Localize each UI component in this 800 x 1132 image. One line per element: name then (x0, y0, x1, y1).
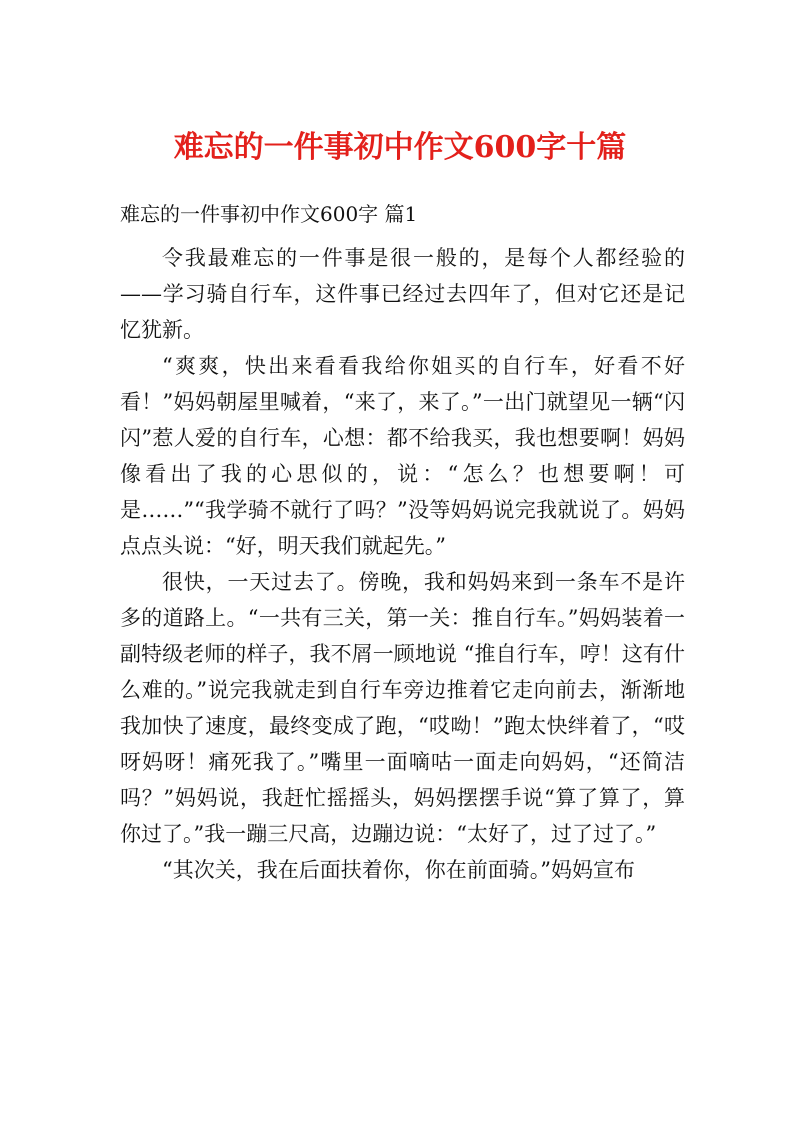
article-body (120, 240, 685, 888)
section-heading: 难忘的一件事初中作文600字 篇1 (120, 202, 418, 226)
paragraph-3: 很快，一天过去了。傍晚，我和妈妈来到一条车不是许多的道路上。“一共有三关，第一关：推自行车。”妈妈装着一副特级老师的样子，我不屑一顾地说 “推自行车，哼！这有什么难的。”说完我就走到自行车旁边推着它走向前去，渐渐地我加快了速度，最终变成了跑，“哎呦！”跑太快绊着了，“哎呀妈呀！痛死我了。”嘴里一面嘀咕一面走向妈妈，“还简洁吗？”妈妈说，我赶忙摇摇头，妈妈摆摆手说“算了算了，算你过了。”我一蹦三尺高，边蹦边说：“太好了，过了过了。” (120, 570, 685, 846)
paragraph-1: 令我最难忘的一件事是很一般的，是每个人都经验的——学习骑自行车，这件事已经过去四年了，但对它还是记忆犹新。 (120, 246, 685, 342)
paragraph-2: “爽爽，快出来看看我给你姐买的自行车，好看不好看！”妈妈朝屋里喊着，“来了，来了。”一出门就望见一辆“闪闪”惹人爱的自行车，心想：都不给我买，我也想要啊！妈妈像看出了我的心思似的，说：“怎么？也想要啊！可是……”“我学骑不就行了吗？”没等妈妈说完我就说了。妈妈点点头说：“好，明天我们就起先。” (120, 354, 685, 558)
paragraph-4: “其次关，我在后面扶着你，你在前面骑。”妈妈宣布 (162, 858, 635, 882)
page-title: 难忘的一件事初中作文600字十篇 (173, 130, 627, 165)
